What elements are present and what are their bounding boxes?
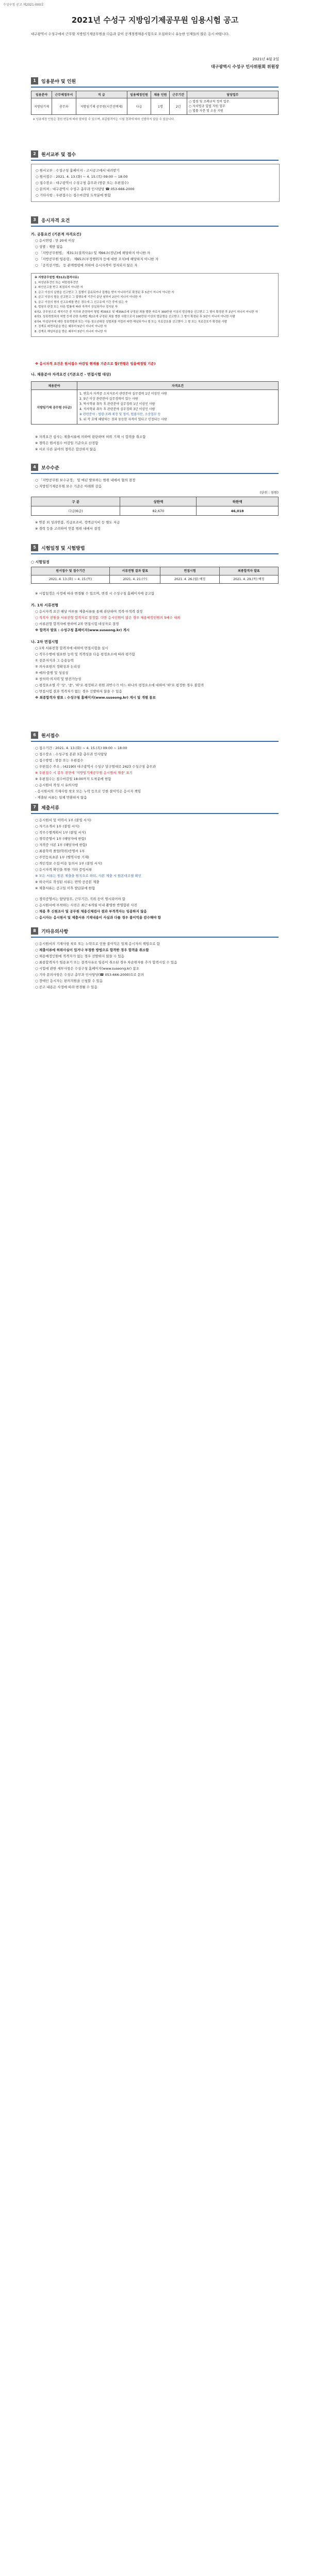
subsection-title: 가. 공통요건 (기본적 자격요건) [31, 232, 81, 236]
list-item: 7. 징계로 파면처분을 받은 때부터 5년이 지나지 아니한 자 [35, 325, 107, 328]
list-item: ① 전문지식과 그 응용능력 [35, 658, 74, 663]
exam-details [31, 590, 279, 701]
disq-note-block [31, 361, 279, 378]
list-item: ※ 우편접수는 접수마감일 18:00까지 도착분에 한함 [35, 777, 111, 781]
list-item: ○ 최종학력 졸업(학위)증명서 1부 [35, 849, 85, 853]
list-item: 2. 5년 이상 관련분야 실무경력이 있는 사람 [79, 397, 138, 401]
list-item: 3. 박사학위 취득 후 관련분야 실무경력 1년 이상인 사람 [79, 402, 155, 406]
list-item: ※ 연봉 외 성과연봉, 직급보조비, 정액급식비 등 별도 지급 [35, 520, 120, 524]
section-number: 1 [31, 77, 38, 84]
list-item: ※ 관련분야 : 법령·조례 제정 및 정비, 법률자문, 소송업무 등 [79, 413, 161, 416]
list-item: ※ 우편접수 시 봉투 전면에 '지방임기제공무원 응시원서 재중' 표기 [35, 771, 133, 775]
table-cell: 1명 [151, 98, 170, 115]
list-item: ○ 개인정보 수집·이용 동의서 1부 (붙임 서식) [35, 861, 102, 866]
section-title: 원서교부 및 접수 [41, 152, 76, 158]
list-item: ○ 서류전형 합격자에 한하여 2차 면접시험 대상자로 결정 [35, 622, 119, 626]
list-item: ※ 모든 서류는 원본 제출을 원칙으로 하되, 사본 제출 시 원본대조필 확인 [35, 874, 142, 878]
list-item: ※ 경력은 원서접수 마감일 기준으로 산정함 [35, 441, 99, 445]
list-item: ※ 제출서류는 공고일 이후 발급분에 한함 [35, 886, 95, 890]
intro-text: 대구광역시 수성구에서 근무할 지방임기제공무원을 다음과 같이 공개경쟁채용시험으로 모집하오니 유능한 인재들의 많은 응시 바랍니다. [31, 32, 230, 36]
announcement-date: 2021년 4월 2일 [252, 57, 279, 61]
section-number: 4 [31, 464, 38, 471]
list-item: ○ 응시원서에 부착하는 사진은 최근 6개월 이내 촬영한 반명함판 사진 [35, 903, 137, 907]
schedule-note: ※ 시험일정은 사정에 따라 변경될 수 있으며, 변경 시 수성구청 홈페이지에 공고함 [35, 591, 155, 596]
schedule-sub [31, 557, 279, 565]
section-divider [31, 553, 279, 554]
section-4-heading [31, 464, 59, 471]
table-header: 근무예정부서 [52, 91, 76, 98]
section-title: 기타유의사항 [41, 929, 69, 935]
list-item: ○ 채용예정인원에 적격자가 없는 경우 선발하지 않을 수 있음 [35, 954, 124, 958]
list-item: 6의2. 공무원으로 재직기간 중 직무와 관련하여 형법 제355조 및 제356조에 규정된 죄를 범한 자로서 300만원 이상의 벌금형을 선고받고 그 형이 확정된 후 2년이 지나지 아니한 자 [35, 310, 258, 314]
section-number: 6 [31, 732, 38, 739]
list-item: ○ 자기소개서 1부 (붙임 서식) [35, 824, 79, 828]
table-cell: ○ 법령 및 조례규칙 정비 업무 ○ 자치법규 입법 지원 업무 ○ 법률 자문 및 소송 지원 [187, 98, 279, 115]
section-5-heading [31, 544, 85, 551]
list-item: ○ 경력증명서는 담당업무, 근무기간, 직위 등이 명시되어야 함 [35, 897, 125, 901]
list-item: ○ 최종합격자가 임용포기 또는 결격사유로 임용이 취소된 경우 차순위자를 추가 합격시킬 수 있음 [35, 960, 177, 964]
list-item: - 응시원서의 기재사항 착오 또는 누락 등으로 인한 불이익은 응시자 책임 [35, 789, 141, 793]
list-item: ④ 창의력·의지력 및 발전가능성 [35, 677, 81, 681]
subsection-title: 나. 2차 면접시험 [31, 640, 58, 644]
section-divider [31, 226, 279, 227]
salary-notes [31, 519, 279, 532]
table-header: 서류전형 결과 발표 [110, 567, 160, 575]
subsection-title: ○ 시험일정 [31, 560, 50, 564]
list-item: 3. 금고 이상의 실형을 선고받고 그 집행이 종료되거나 집행을 받지 아니하기로 확정된 후 5년이 지나지 아니한 자 [35, 291, 174, 294]
unit-note: (단위 : 천원) [259, 490, 279, 495]
table-header: 임용예정인원 [127, 91, 151, 98]
list-item: ○ 기타 문의사항은 수성구 총무과 인사담당(☎ 053-666-2000)으로 문의 [35, 973, 144, 977]
section-number: 7 [31, 804, 38, 811]
section-title: 시험일정 및 시험방법 [41, 546, 85, 551]
list-item: ○ 응시자는 응시원서 및 제출서류 기재내용이 사실과 다를 경우 불이익을 감수해야 함 [35, 916, 161, 920]
section-title: 원서접수 [41, 733, 59, 739]
list-item: ○ 「지방공무원 임용령」 제65조(부정행위자 등에 대한 조치)에 해당하지 아니한 자 [35, 257, 158, 261]
list-item: ○ 문의처 : 대구광역시 수성구 총무과 인사담당 ☎ 053-666-2000 [36, 187, 135, 191]
list-item: ※ 외국어로 작성된 서류는 번역·공증본 제출 [35, 880, 100, 884]
list-item: 5. 금고 이상의 형의 선고유예를 받은 경우에 그 선고유예 기간 중에 있는 자 [35, 300, 128, 304]
table-cell: 2년 [170, 98, 187, 115]
document-number: 수성구청 공고 제2021-000호 [3, 3, 44, 7]
section-number: 3 [31, 216, 38, 224]
section-title: 응시자격 요건 [41, 218, 70, 224]
table-header: 자격요건 [77, 382, 279, 390]
section-title: 제출서류 [41, 805, 59, 811]
list-item: ○ 우편접수 주소 : (42190) 대구광역시 수성구 달구벌대로 2423 수성구청 총무과 [35, 765, 156, 769]
section-7-heading [31, 804, 59, 811]
list-item: ③ 예의·품행 및 성실성 [35, 671, 69, 675]
issuing-organization: 대구광역시 수성구 인사위원회 위원장 [210, 64, 279, 69]
table-note: ※ 임용예정 인원은 결원 변동에 따라 달라질 수 있으며, 최종합격자는 시험 결과에 따라 선발하지 않을 수 있습니다. [32, 118, 175, 121]
list-item: ○ 기타사항 : 우편접수는 접수마감일 도착분에 한함 [36, 193, 111, 197]
table-cell: 총무과 [52, 98, 76, 115]
list-item: 5. 위 각 호에 해당하는 것과 동등한 자격이 있다고 인정되는 사람 [79, 418, 167, 421]
submission-box [31, 164, 280, 202]
documents-list [31, 817, 279, 921]
list-item: 6의4. 미성년자에 대한 성폭력범죄 또는 아동·청소년대상 성범죄를 저질러 파면·해임되거나 형 또는 치료감호를 선고받아 그 형 또는 치료감호가 확정된 사람 [35, 320, 227, 324]
table-header: 원서접수 및 접수기간 [31, 567, 110, 575]
section-divider [31, 473, 279, 474]
section-6-heading [31, 732, 59, 739]
list-item: ○ 1차 서류전형 합격자에 대하여 면접시험을 실시 [35, 646, 108, 650]
list-item: - 제출된 서류는 일체 반환하지 않음 [35, 795, 87, 800]
list-item: ○ 직무수행에 필요한 능력 및 적격성을 다음 평정요소에 따라 평가함 [35, 652, 135, 656]
table-cell: 2021. 4. 26.(월) 예정 [160, 575, 219, 584]
section-divider [31, 937, 279, 938]
list-item: ○ 주민등록초본 1부 (병역사항 기재) [35, 855, 89, 859]
list-item: ○ 적격자 전원을 서류전형 합격자로 결정함. 다만 응시인원이 많은 경우 채용예정인원의 5배수 내외 [35, 616, 181, 620]
list-item: ○ 시험에 관한 세부사항은 수성구청 홈페이지(www.suseong.kr) 참조 [35, 967, 139, 971]
application-details [31, 745, 279, 801]
list-item: 6의3. 성폭력범죄의 처벌 등에 관한 특례법 제2조에 규정된 죄를 범한 사람으로서 100만원 이상의 벌금형을 선고받고 그 형이 확정된 후 3년이 지나지 아니한 사람 [35, 315, 235, 318]
list-item: 4. 금고 이상의 형을 선고받고 그 집행유예 기간이 끝난 날부터 2년이 지나지 아니한 자 [35, 296, 141, 299]
list-item: 1. 피성년후견인 또는 피한정후견인 [35, 281, 78, 284]
list-item: 6. 법원의 판결 또는 다른 법률에 따라 자격이 상실되거나 정지된 자 [35, 306, 118, 309]
table-cell: 지방임기제 [31, 98, 52, 115]
section-8-heading [31, 927, 68, 935]
section-number: 2 [31, 150, 38, 158]
list-item: ○ 「지방공무원 보수규정」 및 매년 발표하는 범위 내에서 협의 결정 [35, 478, 136, 482]
section-1-heading [31, 77, 76, 84]
list-item: ○ 직무수행계획서 1부 (붙임 서식) [35, 831, 86, 835]
section-2-heading [31, 150, 76, 158]
list-item: ○ 평정요소별 각 '상', '중', '하'로 평정하고 위원 과반수가 어느 하나의 평정요소에 대하여 '하'로 평정한 경우 불합격 [35, 683, 204, 687]
section-title: 보수수준 [41, 465, 59, 471]
list-item: ○ 원서교부 : 수성구청 홈페이지 - 고시공고에서 내려받기 [36, 168, 120, 173]
list-item: 1. 변호사 자격증 소지자로서 관련분야 실무경력 1년 이상인 사람 [79, 392, 167, 396]
list-item: 8. 징계로 해임처분을 받은 때부터 3년이 지나지 아니한 자 [35, 330, 107, 333]
list-item: ○ 공고 내용은 사정에 따라 변경될 수 있음 [35, 985, 97, 989]
list-item: ○ 장애인 응시자는 편의지원을 신청할 수 있음 [35, 979, 103, 983]
table-header: 담당업무 [187, 91, 279, 98]
salary-table [31, 497, 279, 516]
section-3-heading [31, 216, 70, 224]
list-item: ○ 접수기간 : 2021. 4. 13.(화) ~ 4. 15.(목) 09:00 ~ 18:00 [35, 746, 127, 750]
list-item: 2. 파산선고를 받고 복권되지 아니한 자 [35, 286, 83, 289]
list-item: ○ 응시자격 요건 해당 여부를 제출서류를 통해 판단하여 적격·부적격 결정 [35, 609, 143, 614]
list-item: 4. 석사학위 취득 후 관련분야 실무경력 3년 이상인 사람 [79, 408, 155, 411]
qualification-table [31, 381, 279, 425]
list-item: ○ 접수방법 : 방문 또는 우편접수 [35, 758, 84, 762]
section-divider [31, 87, 279, 88]
table-cell: 46,018 [197, 506, 279, 516]
list-item: ○ 성별 : 제한 없음 [35, 245, 63, 249]
list-item: ○ 접수장소 : 대구광역시 수성구청 총무과 (방문 또는 우편접수) [36, 181, 129, 185]
result-note: ※ 최종합격자 발표 : 수성구청 홈페이지(www.suseong.kr) 게시 및 개별 통보 [35, 696, 156, 700]
table-cell: 지방임기제 공무원(시간선택제) [76, 98, 127, 115]
list-item: ○ 응시자격 확인을 위한 기타 증빙서류 [35, 868, 92, 872]
table-cell: 2021. 4. 29.(목) 예정 [219, 575, 278, 584]
table-header: 최종합격자 발표 [219, 567, 278, 575]
list-item: ○ 원서접수 : 2021. 4. 13.(화) ~ 4. 15.(목) 09:00 ~ 18:00 [36, 175, 128, 179]
qualification-list [77, 390, 279, 425]
list-item: ○ 면접시험 결과 적격자가 없는 경우 선발하지 않을 수 있음 [35, 689, 122, 693]
subsection-title: 나. 채용분야 자격요건 (기본요건 - 면접시험 대상) [31, 372, 111, 377]
notice-list [31, 941, 279, 991]
table-header: 근무기간 [170, 91, 187, 98]
section-number: 5 [31, 544, 38, 551]
qualification-notes [31, 434, 279, 453]
section-number: 8 [31, 927, 38, 935]
list-item: ○ 응시원서의 기재사항 착오 또는 누락으로 인한 불이익은 일체 응시자의 책임으로 함 [35, 942, 160, 946]
table-cell: 다급(6급) [31, 506, 120, 516]
section-divider [31, 160, 279, 161]
table-header: 채용 인원 [151, 91, 170, 98]
disqualification-box [31, 273, 279, 337]
table-header: 상한액 [120, 497, 197, 506]
list-item: ○ 제출서류에 허위사실이 있거나 부정한 방법으로 합격한 경우 합격을 취소함 [35, 948, 149, 952]
list-item: ○ 자격증 사본 1부 (해당자에 한함) [35, 843, 87, 847]
list-item: ○ 채용 후 신원조사 및 공무원 채용신체검사 결과 부적격자는 임용하지 않음 [35, 909, 147, 913]
table-header: 임용분야 [31, 91, 52, 98]
table-cell: 지방임기제 공무원 (다급) [31, 390, 77, 425]
table-header: 채용분야 [31, 382, 77, 390]
table-cell: 82,670 [120, 506, 197, 516]
list-item: ② 의사표현의 정확성과 논리성 [35, 665, 80, 669]
position-table [31, 91, 279, 122]
list-item: ○ 지방임기제공무원 보수 기준은 아래와 같음 [35, 484, 102, 488]
table-header: 면접시험 [160, 567, 219, 575]
table-cell: 2021. 4. 13.(화) ~ 4. 15.(목) [31, 575, 110, 584]
table-header: 직 급 [76, 91, 127, 98]
list-item: ○ 「지방공무원법」 제31조(결격사유) 및 제66조(정년)에 해당하지 아니한 자 [35, 251, 151, 255]
disqualification-title: ※ 지방공무원법 제31조(결격사유) [35, 276, 79, 279]
list-item: ○ 「공직선거법」 등 관계법령에 의하여 응시자격이 정지되지 않은 자 [35, 263, 138, 267]
list-item: ※ 자격요건 심사는 제출서류에 의하여 판단하며 허위 기재 시 합격을 취소함 [35, 435, 146, 439]
common-requirements [31, 230, 279, 269]
table-header: 하한액 [197, 497, 279, 506]
list-item: ○ 응시연령 : 만 20세 이상 [35, 239, 75, 243]
list-item: ○ 경력증명서 1부 (해당자에 한함) [35, 837, 86, 841]
list-item: ○ 응시원서 작성 시 유의사항 [35, 783, 78, 787]
list-item: ※ 경력 등을 고려하여 연봉 범위 내에서 결정 [35, 527, 101, 531]
section-title: 임용분야 및 인원 [41, 79, 76, 84]
schedule-table [31, 567, 279, 584]
list-item: ○ 접수장소 : 수성구청 본관 3층 총무과 인사담당 [35, 752, 107, 756]
list-item: ○ 응시원서 및 이력서 1부 (붙임 서식) [35, 818, 91, 822]
result-note: ※ 합격자 발표 : 수성구청 홈페이지(www.suseong.kr) 게시 [35, 628, 130, 632]
page-title: 2021년 수성구 지방임기제공무원 임용시험 공고 [71, 15, 239, 25]
table-cell: 다급 [127, 98, 151, 115]
section-divider [31, 813, 279, 814]
salary-intro [31, 477, 279, 496]
table-header: 구 분 [31, 497, 120, 506]
table-cell: 2021. 4. 21.(수) [110, 575, 160, 584]
section-divider [31, 741, 279, 742]
list-item: ※ 서로 다른 분야의 경력은 합산하지 않음 [35, 447, 96, 451]
requirement-note: ※ 응시자격 요건은 원서접수 마감일 현재를 기준으로 함(연령은 임용예정일 기준) [35, 362, 156, 366]
subsection-title: 가. 1차 서류전형 [31, 603, 58, 607]
